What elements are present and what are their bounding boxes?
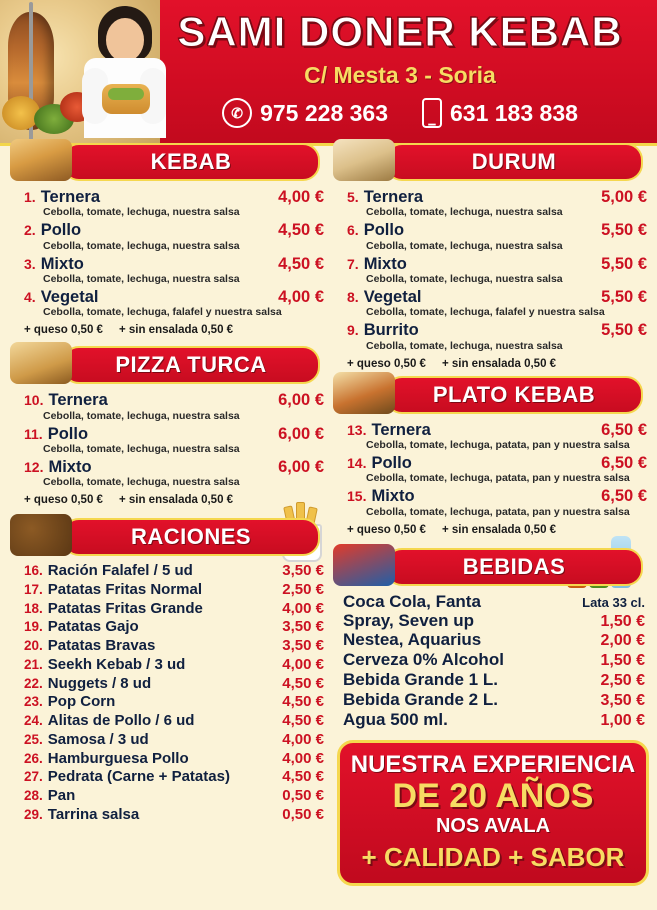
promo-line-2: DE 20 AÑOS xyxy=(392,776,594,815)
item-name: Hamburguesa Pollo xyxy=(47,749,189,767)
section-plato xyxy=(333,376,653,536)
item-number: 5. xyxy=(347,189,359,205)
right-column xyxy=(333,143,653,886)
menu-item[interactable] xyxy=(343,611,645,631)
item-description: Cebolla, tomate, lechuga, nuestra salsa xyxy=(43,442,240,455)
phone-list xyxy=(150,98,650,128)
item-price: 2,00 € xyxy=(600,632,645,650)
item-number: 28. xyxy=(24,788,43,804)
face-shape xyxy=(106,18,144,62)
item-number: 22. xyxy=(24,675,43,691)
header-photo xyxy=(0,0,160,143)
item-price: 4,00 € xyxy=(278,188,324,206)
durum-items xyxy=(333,181,653,352)
item-price: 2,50 € xyxy=(282,580,324,598)
kebab-items xyxy=(10,181,330,318)
menu-item[interactable] xyxy=(343,650,645,670)
item-name: Alitas de Pollo / 6 ud xyxy=(47,712,195,730)
item-number: 20. xyxy=(24,638,43,654)
section-plato-banner xyxy=(385,376,643,414)
item-number: 14. xyxy=(347,454,367,471)
item-name: Mixto xyxy=(48,457,92,476)
section-bebidas xyxy=(333,548,653,730)
item-name: Ternera xyxy=(48,391,108,410)
item-name: Ración Falafel / 5 ud xyxy=(47,562,193,580)
item-price: 6,50 € xyxy=(601,487,647,506)
section-kebab xyxy=(10,143,330,336)
item-name: Nuggets / 8 ud xyxy=(47,674,152,692)
brand-title: SAMI DONER KEBAB xyxy=(177,8,623,55)
section-kebab-banner xyxy=(62,143,320,181)
extra-cheese: + queso 0,50 € xyxy=(24,494,103,507)
item-number: 19. xyxy=(24,619,43,635)
item-name: Mixto xyxy=(363,254,407,273)
durum-photo-icon xyxy=(333,139,395,181)
item-name: Pollo xyxy=(47,424,89,443)
bebidas-size-label: Lata 33 cl. xyxy=(582,594,645,610)
item-number: 11. xyxy=(24,425,43,442)
phone-icon: ✆ xyxy=(222,98,252,128)
item-number: 24. xyxy=(24,713,43,729)
menu-item[interactable] xyxy=(24,732,324,748)
bebidas-items xyxy=(333,586,653,730)
mobile-phone-icon: ▁ xyxy=(422,98,442,128)
item-name: Patatas Fritas Grande xyxy=(47,599,203,617)
menu-item[interactable] xyxy=(24,619,324,635)
item-description: Cebolla, tomate, lechuga, patata, pan y nuestra salsa xyxy=(366,438,630,451)
menu-body xyxy=(0,143,657,910)
item-number: 3. xyxy=(24,255,36,272)
item-name: Patatas Bravas xyxy=(47,637,156,655)
header-banner xyxy=(0,0,657,146)
item-description: Cebolla, tomate, lechuga, nuestra salsa xyxy=(366,206,563,219)
menu-item[interactable] xyxy=(24,694,324,710)
item-price: 5,50 € xyxy=(601,221,647,240)
item-price: 3,50 € xyxy=(282,637,324,655)
item-name: Nestea, Aquarius xyxy=(343,630,482,650)
menu-item[interactable] xyxy=(24,392,324,421)
item-name: Pan xyxy=(47,787,76,805)
item-price: 0,50 € xyxy=(282,805,324,823)
item-name: Vegetal xyxy=(40,287,99,306)
menu-item[interactable] xyxy=(343,630,645,650)
item-price: 4,50 € xyxy=(282,693,324,711)
item-name: Pollo xyxy=(371,453,412,472)
item-name: Burrito xyxy=(363,321,419,340)
phone-landline-number: 975 228 363 xyxy=(260,99,388,126)
menu-item[interactable] xyxy=(347,322,647,351)
extra-cheese: + queso 0,50 € xyxy=(347,357,426,370)
item-number: 8. xyxy=(347,288,359,305)
item-price: 3,50 € xyxy=(282,618,324,636)
menu-item[interactable] xyxy=(24,426,324,455)
section-raciones xyxy=(10,518,330,823)
item-name: Bebida Grande 2 L. xyxy=(343,690,498,710)
item-description: Cebolla, tomate, lechuga, nuestra salsa xyxy=(366,272,563,285)
item-price: 5,50 € xyxy=(601,287,647,306)
menu-item[interactable] xyxy=(24,751,324,767)
kebab-photo-icon xyxy=(10,139,72,181)
item-description: Cebolla, tomate, lechuga, falafel y nuestra salsa xyxy=(366,306,605,319)
item-name: Pollo xyxy=(363,221,405,240)
item-number: 9. xyxy=(347,322,359,339)
item-price: 5,50 € xyxy=(601,254,647,273)
item-price: 6,00 € xyxy=(278,391,324,410)
item-name: Cerveza 0% Alcohol xyxy=(343,650,504,670)
item-price: 1,50 € xyxy=(600,612,645,630)
item-name: Patatas Fritas Normal xyxy=(47,580,203,598)
item-number: 13. xyxy=(347,421,367,438)
section-raciones-banner xyxy=(62,518,320,556)
section-bebidas-banner xyxy=(385,548,643,586)
item-price: 4,50 € xyxy=(278,254,324,273)
extra-cheese: + queso 0,50 € xyxy=(24,324,103,337)
section-kebab-title: KEBAB xyxy=(150,149,232,174)
menu-item[interactable] xyxy=(24,459,324,488)
item-number: 1. xyxy=(24,189,36,205)
salad-fill-icon xyxy=(108,88,144,100)
item-description: Cebolla, tomate, lechuga, falafel y nuestra salsa xyxy=(43,306,282,319)
item-number: 29. xyxy=(24,806,43,822)
plato-photo-icon xyxy=(333,372,395,414)
item-name: Ternera xyxy=(371,420,431,439)
section-durum xyxy=(333,143,653,370)
item-number: 21. xyxy=(24,656,43,672)
item-price: 6,50 € xyxy=(601,453,647,472)
kebab-extras xyxy=(24,324,330,336)
item-price: 0,50 € xyxy=(282,787,324,805)
pizza-items xyxy=(10,384,330,488)
section-pizza-banner xyxy=(62,346,320,384)
item-price: 4,50 € xyxy=(282,674,324,692)
item-name: Spray, Seven up xyxy=(343,610,475,630)
item-number: 27. xyxy=(24,769,43,785)
section-pizza xyxy=(10,346,330,506)
section-durum-title: DURUM xyxy=(471,149,557,174)
item-number: 12. xyxy=(24,458,44,475)
phone-landline[interactable] xyxy=(222,98,388,128)
item-description: Cebolla, tomate, lechuga, patata, pan y nuestra salsa xyxy=(366,505,630,518)
menu-item[interactable] xyxy=(24,769,324,785)
promo-line-4: + CALIDAD + SABOR xyxy=(361,841,625,872)
item-price: 4,00 € xyxy=(282,730,324,748)
item-name: Samosa / 3 ud xyxy=(47,730,149,748)
menu-item[interactable] xyxy=(343,710,645,730)
promo-box xyxy=(337,740,649,886)
section-raciones-title: RACIONES xyxy=(130,524,252,550)
section-durum-banner xyxy=(385,143,643,181)
menu-item[interactable] xyxy=(24,222,324,251)
raciones-items xyxy=(10,556,330,823)
item-description: Cebolla, tomate, lechuga, nuestra salsa xyxy=(366,339,563,352)
item-name: Coca Cola, Fanta xyxy=(343,591,481,611)
phone-mobile-number: 631 183 838 xyxy=(450,99,578,126)
item-name: Ternera xyxy=(363,188,423,206)
menu-item[interactable] xyxy=(24,256,324,285)
extra-cheese: + queso 0,50 € xyxy=(347,523,426,536)
item-name: Pop Corn xyxy=(47,693,116,711)
item-name: Agua 500 ml. xyxy=(343,710,448,730)
durum-extras xyxy=(347,358,653,370)
item-price: 4,50 € xyxy=(278,221,324,240)
menu-item[interactable] xyxy=(347,488,647,517)
extra-no-salad: + sin ensalada 0,50 € xyxy=(441,357,557,370)
menu-item[interactable] xyxy=(24,638,324,654)
item-price: 1,50 € xyxy=(600,652,645,670)
menu-item[interactable] xyxy=(24,657,324,673)
item-price: 4,00 € xyxy=(278,287,324,306)
item-price: 1,00 € xyxy=(600,712,645,730)
item-number: 23. xyxy=(24,694,43,710)
menu-item[interactable] xyxy=(347,189,647,218)
menu-item[interactable] xyxy=(24,807,324,823)
item-name: Pedrata (Carne + Patatas) xyxy=(47,768,230,786)
item-price: 4,00 € xyxy=(282,749,324,767)
item-number: 17. xyxy=(24,581,43,597)
menu-item[interactable] xyxy=(347,289,647,318)
falafel-photo-icon xyxy=(10,514,72,556)
item-name: Vegetal xyxy=(363,287,422,306)
item-price: 5,50 € xyxy=(601,321,647,340)
item-description: Cebolla, tomate, lechuga, nuestra salsa xyxy=(366,239,563,252)
item-price: 2,50 € xyxy=(600,672,645,690)
promo-line-3: NOS AVALA xyxy=(435,814,551,837)
item-number: 7. xyxy=(347,255,359,272)
extra-no-salad: + sin ensalada 0,50 € xyxy=(118,494,234,507)
item-name: Tarrina salsa xyxy=(47,805,140,823)
menu-item[interactable] xyxy=(24,289,324,318)
item-description: Cebolla, tomate, lechuga, nuestra salsa xyxy=(43,239,240,252)
item-price: 6,00 € xyxy=(278,457,324,476)
item-number: 4. xyxy=(24,288,36,305)
item-price: 4,50 € xyxy=(282,768,324,786)
menu-item[interactable] xyxy=(347,422,647,451)
menu-item[interactable] xyxy=(24,601,324,617)
section-plato-title: PLATO KEBAB xyxy=(432,381,596,407)
menu-item[interactable] xyxy=(343,592,645,611)
item-name: Patatas Gajo xyxy=(47,618,139,636)
item-name: Seekh Kebab / 3 ud xyxy=(47,655,186,673)
cola-can-icon xyxy=(333,544,395,586)
item-price: 6,00 € xyxy=(278,424,324,443)
item-number: 15. xyxy=(347,488,367,505)
item-price: 4,00 € xyxy=(282,599,324,617)
extra-no-salad: + sin ensalada 0,50 € xyxy=(441,523,557,536)
item-number: 26. xyxy=(24,750,43,766)
item-name: Bebida Grande 1 L. xyxy=(343,670,498,690)
menu-item[interactable] xyxy=(24,189,324,218)
item-price: 4,00 € xyxy=(282,655,324,673)
menu-item[interactable] xyxy=(24,582,324,598)
item-number: 16. xyxy=(24,563,43,579)
item-description: Cebolla, tomate, lechuga, patata, pan y nuestra salsa xyxy=(366,472,630,485)
menu-item[interactable] xyxy=(347,256,647,285)
section-pizza-title: PIZZA TURCA xyxy=(115,352,267,378)
item-number: 10. xyxy=(24,392,44,409)
menu-item[interactable] xyxy=(343,670,645,690)
plato-items xyxy=(333,414,653,518)
menu-item[interactable] xyxy=(343,690,645,710)
menu-item[interactable] xyxy=(24,713,324,729)
item-description: Cebolla, tomate, lechuga, nuestra salsa xyxy=(43,409,240,422)
item-name: Mixto xyxy=(40,254,84,273)
item-name: Pollo xyxy=(40,221,82,240)
item-price: 5,00 € xyxy=(601,188,647,206)
extra-no-salad: + sin ensalada 0,50 € xyxy=(118,324,234,337)
item-name: Ternera xyxy=(40,188,100,206)
menu-item[interactable] xyxy=(347,455,647,484)
item-description: Cebolla, tomate, lechuga, nuestra salsa xyxy=(43,476,240,489)
item-price: 6,50 € xyxy=(601,420,647,439)
promo-line-1: NUESTRA EXPERIENCIA xyxy=(350,750,636,778)
pizza-photo-icon xyxy=(10,342,72,384)
item-number: 2. xyxy=(24,222,36,239)
item-number: 18. xyxy=(24,600,43,616)
menu-item[interactable] xyxy=(24,788,324,804)
item-number: 25. xyxy=(24,731,43,747)
item-price: 4,50 € xyxy=(282,712,324,730)
item-description: Cebolla, tomate, lechuga, nuestra salsa xyxy=(43,206,240,219)
item-number: 6. xyxy=(347,222,359,239)
section-bebidas-title: BEBIDAS xyxy=(462,553,566,579)
phone-mobile[interactable] xyxy=(422,98,578,128)
menu-item[interactable] xyxy=(347,222,647,251)
menu-item[interactable] xyxy=(24,676,324,692)
address-line: C/ Mesta 3 - Soria xyxy=(304,62,496,88)
left-column xyxy=(10,143,330,829)
menu-item[interactable] xyxy=(24,563,324,579)
item-price: 3,50 € xyxy=(282,562,324,580)
item-description: Cebolla, tomate, lechuga, nuestra salsa xyxy=(43,272,240,285)
item-name: Mixto xyxy=(371,487,415,506)
item-price: 3,50 € xyxy=(600,692,645,710)
